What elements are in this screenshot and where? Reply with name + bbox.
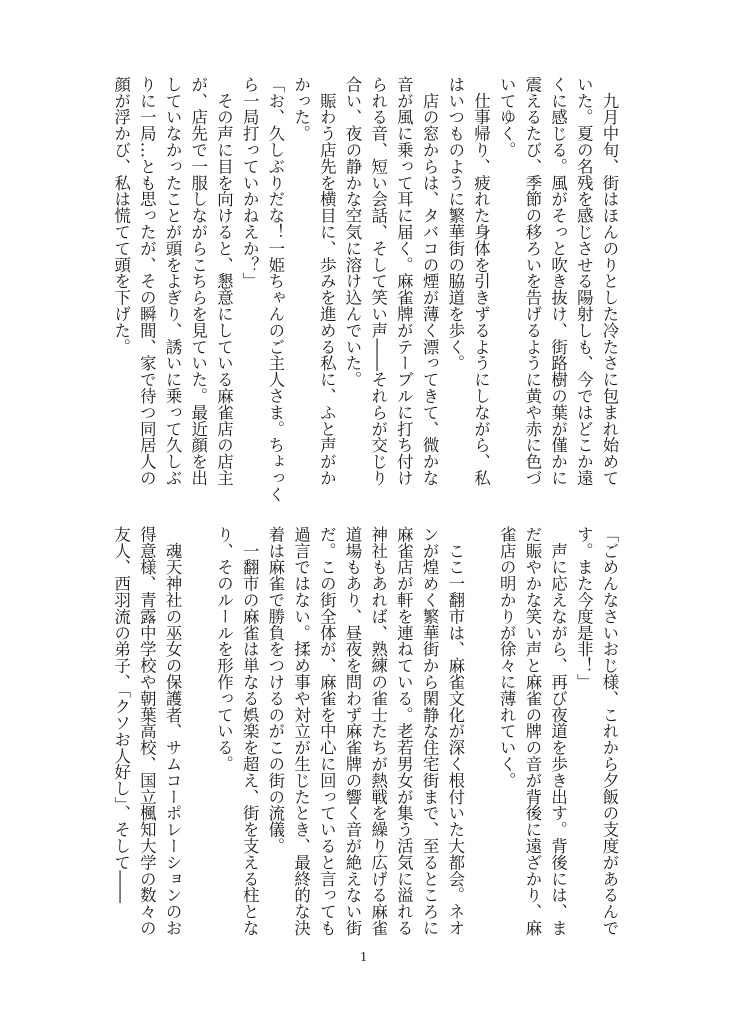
- page-number: 1: [360, 950, 367, 965]
- text-line: 声に応えながら、再び夜道を歩き出す。背後には、ま: [548, 526, 568, 936]
- text-line: 魂天神社の巫女の保護者、サムコーポレーションのお: [163, 526, 183, 936]
- text-line: が、店先で一服しながらこちらを見ていた。最近顔を出: [188, 76, 208, 486]
- text-block-top: [108, 76, 622, 503]
- text-line: ンが煌めく繁華街から閑静な住宅街まで、至るところに: [420, 526, 440, 936]
- text-line: いた。夏の名残を感じさせる陽射しも、今ではどこか遠: [574, 76, 594, 486]
- text-line: 麻雀店が軒を連ねている。老若男女が集う活気に溢れる: [394, 526, 414, 936]
- text-line: 音が風に乗って耳に届く。麻雀牌がテーブルに打ち付け: [394, 76, 414, 486]
- text-line: [468, 526, 494, 542]
- text-line: 合い、夜の静かな空気に溶け込んでいた。: [342, 76, 362, 388]
- text-line: だ。この街全体が、麻雀を中心に回っていると言っても: [317, 526, 337, 936]
- text-line: 神社もあれば、熟練の雀士たちが熱戦を繰り広げる麻雀: [368, 526, 388, 936]
- text-line: 顔が浮かび、私は慌てて頭を下げた。: [111, 76, 131, 355]
- paragraph: [236, 76, 287, 503]
- paragraph: [339, 76, 442, 496]
- text-line: 震えるたび、季節の移ろいを告げるように黄や赤に色づ: [522, 76, 542, 486]
- text-line: [185, 526, 211, 542]
- paragraph: [442, 76, 493, 496]
- paragraph: [108, 76, 237, 496]
- text-line: り、そのルールを形作っている。: [214, 526, 234, 772]
- text-line: 仕事帰り、疲れた身体を引きずるようにしながら、私: [471, 76, 491, 486]
- paragraph: [493, 76, 622, 496]
- text-line: 賑わう店先を横目に、歩みを進める私に、ふと声がか: [317, 76, 337, 486]
- text-line: 「ごめんなさいおじ様、これから夕飯の支度があるんで: [600, 526, 619, 936]
- text-line: だ賑やかな笑い声と麻雀の牌の音が背後に遠ざかり、麻: [522, 526, 542, 936]
- paragraph: [262, 526, 468, 946]
- text-line: していなかったことが頭をよぎり、誘いに乗って久しぶ: [163, 76, 183, 486]
- paragraph: [108, 526, 185, 946]
- paragraph: [288, 76, 339, 496]
- text-line: 九月中旬、街はほんのりとした冷たさに包まれ始めて: [600, 76, 619, 486]
- paragraph: [493, 526, 570, 946]
- text-line: 着は麻雀で勝負をつけるのがこの街の流儀。: [265, 526, 285, 854]
- text-line: 友人、西羽流の弟子、「クソお人好し」、そして――: [111, 526, 131, 904]
- text-line: 得意様、青露中学校や朝葉高校、国立楓知大学の数々の: [137, 526, 157, 936]
- text-block-bottom: [108, 526, 622, 946]
- text-line: 雀店の明かりが徐々に薄れていく。: [497, 526, 517, 789]
- text-line: 一翻市の麻雀は単なる娯楽を超え、街を支える柱とな: [240, 526, 260, 936]
- text-line: はいつものように繁華街の脇道を歩く。: [445, 76, 465, 372]
- text-line: 店の窓からは、タバコの煙が薄く漂ってきて、微かな: [420, 76, 440, 486]
- text-line: かった。: [291, 76, 311, 142]
- text-line: 「お、久しぶりだな！一姫ちゃんのご主人さま。ちょっく: [265, 76, 285, 503]
- text-line: りに一局…とも思ったが、その瞬間、家で待つ同居人の: [137, 76, 157, 486]
- text-line: 道場もあり、昼夜を問わず麻雀牌の響く音が絶えない街: [342, 526, 362, 936]
- text-line: ここ一翻市は、麻雀文化が深く根付いた大都会。ネオ: [445, 526, 465, 936]
- text-line: 過言ではない。揉め事や対立が生じたとき、最終的な決: [291, 526, 311, 936]
- paragraph: [468, 526, 494, 946]
- text-line: す。また今度是非！」: [574, 526, 594, 690]
- text-line: その声に目を向けると、懇意にしている麻雀店の店主: [214, 76, 234, 486]
- text-line: ら一局打っていかねえか？」: [240, 76, 260, 290]
- text-line: くに感じる。風がそっと吹き抜け、街路樹の葉が僅かに: [548, 76, 568, 486]
- text-line: いてゆく。: [497, 76, 517, 158]
- paragraph: [211, 526, 262, 946]
- paragraph: [185, 526, 211, 946]
- text-line: られる音、短い会話、そして笑い声――それらが交じり: [368, 76, 388, 486]
- paragraph: [571, 526, 622, 946]
